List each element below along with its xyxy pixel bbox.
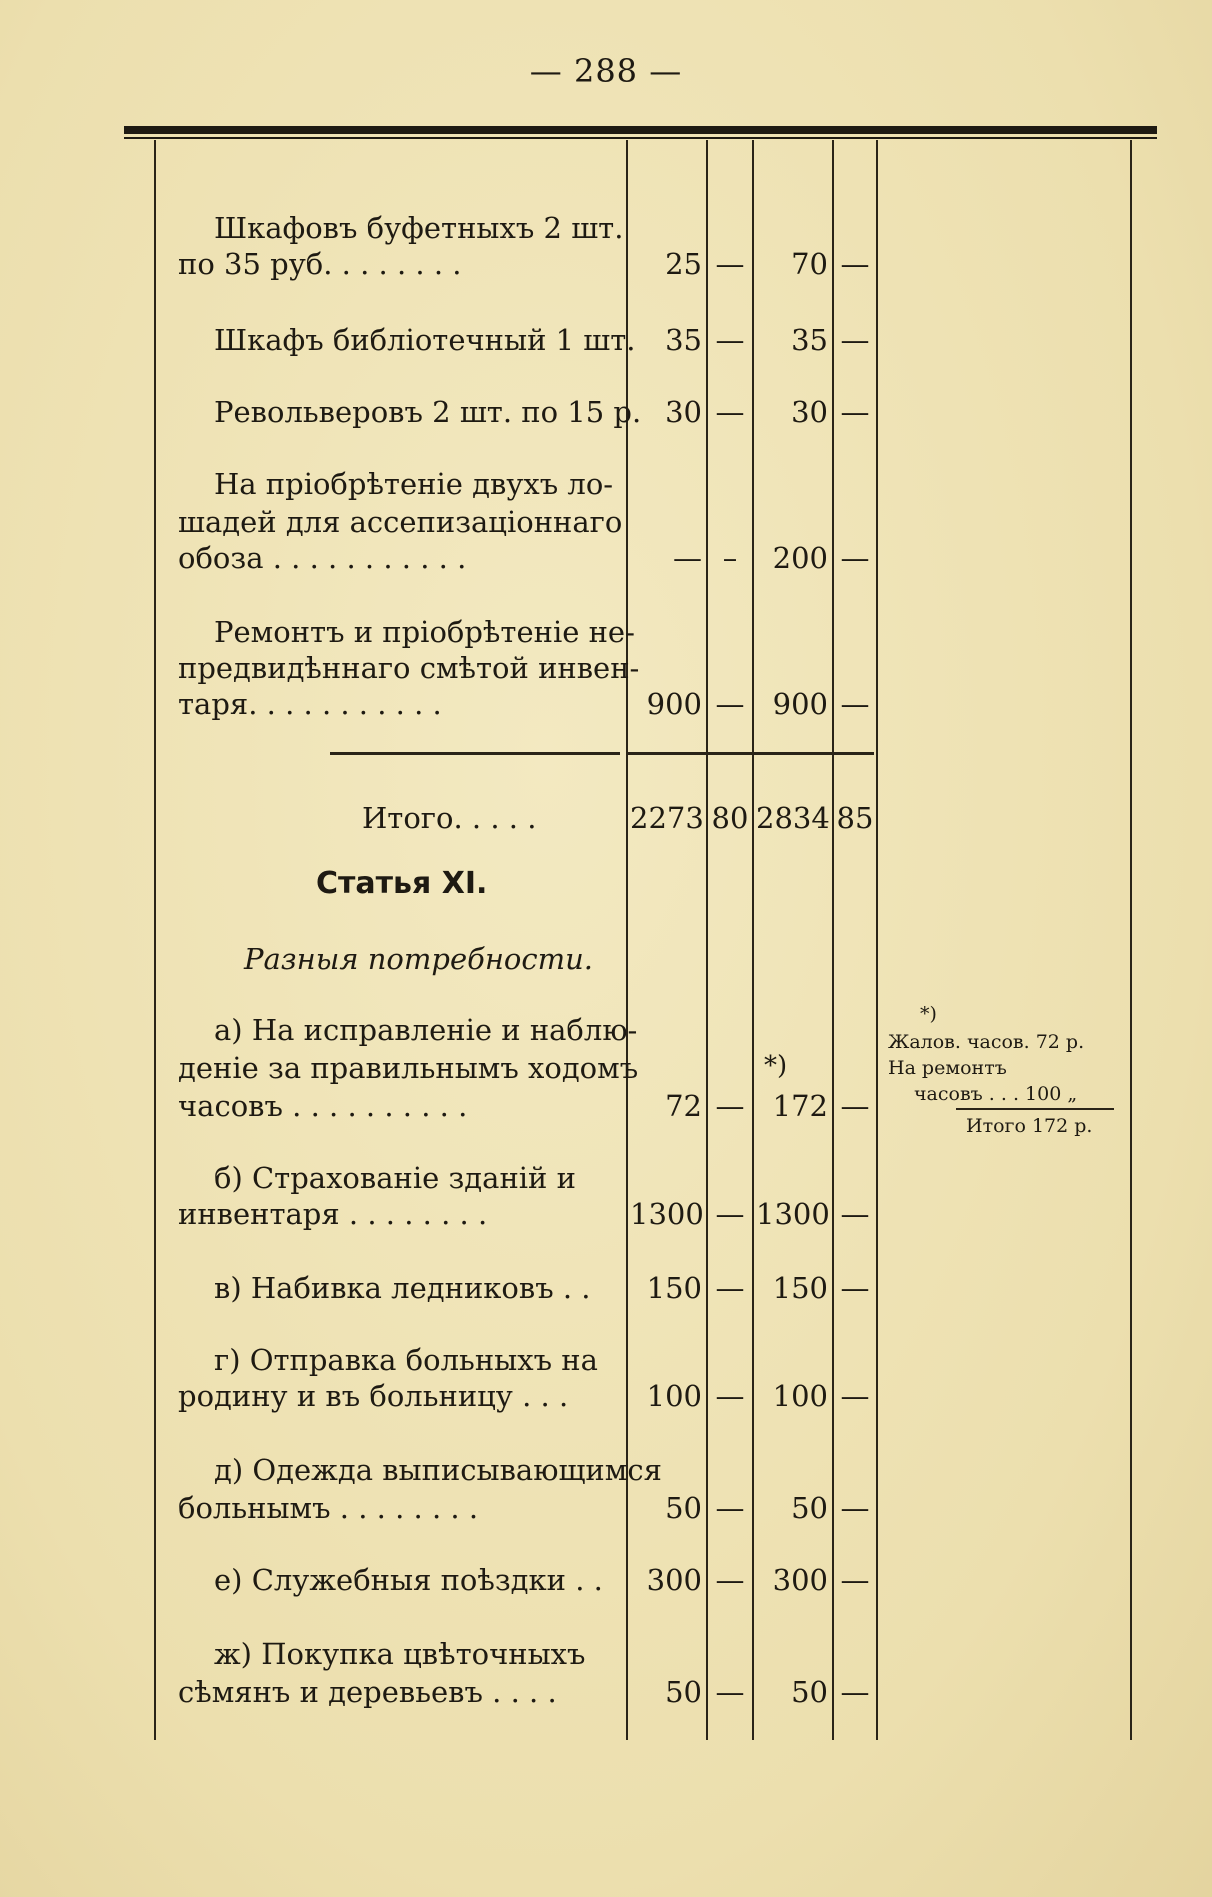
page-number: — 288 — bbox=[529, 52, 683, 90]
amount-rub-b: 70 bbox=[791, 247, 828, 281]
item-label-line: д) Одежда выписывающимся bbox=[214, 1453, 662, 1487]
amount-kop-a: — bbox=[715, 1197, 745, 1231]
amount-kop-a: — bbox=[715, 1271, 745, 1305]
amount-rub-b: 100 bbox=[772, 1379, 828, 1413]
amount-rub-a: 35 bbox=[665, 323, 702, 357]
footnote-rule bbox=[956, 1108, 1114, 1110]
item-label-line: шадей для ассепизаціоннаго bbox=[178, 505, 623, 539]
footnote-line: На ремонтъ bbox=[888, 1057, 1007, 1079]
column-line-right bbox=[1130, 140, 1132, 1740]
total-rule-amounts bbox=[628, 752, 874, 755]
amount-rub-a: 50 bbox=[665, 1675, 702, 1709]
amount-kop-b: — bbox=[840, 1675, 870, 1709]
section-title: Статья XI. bbox=[316, 866, 488, 901]
item-label-line: часовъ . . . . . . . . . . bbox=[178, 1089, 468, 1123]
item-label-line: Шкафовъ буфетныхъ 2 шт. bbox=[214, 211, 624, 245]
amount-rub-a: 150 bbox=[646, 1271, 702, 1305]
total-rub-b: 2834 bbox=[756, 801, 830, 835]
item-label-line: е) Служебныя поѣздки . . bbox=[214, 1563, 603, 1597]
amount-rub-b: 35 bbox=[791, 323, 828, 357]
amount-rub-b: 1300 bbox=[756, 1197, 830, 1231]
amount-kop-a: — bbox=[715, 1675, 745, 1709]
amount-kop-b: — bbox=[840, 1379, 870, 1413]
amount-rub-b: 172 bbox=[772, 1089, 828, 1123]
item-label-line: Ремонтъ и пріобрѣтеніе не- bbox=[214, 615, 635, 649]
amount-kop-b: — bbox=[840, 541, 870, 575]
footnote-mark: *) bbox=[920, 1003, 937, 1025]
amount-rub-b: 300 bbox=[772, 1563, 828, 1597]
column-line-left bbox=[154, 140, 156, 1740]
amount-kop-b: — bbox=[840, 1491, 870, 1525]
amount-rub-a: 100 bbox=[646, 1379, 702, 1413]
item-label-line: Револьверовъ 2 шт. по 15 р. bbox=[214, 395, 642, 429]
item-label-line: г) Отправка больныхъ на bbox=[214, 1343, 598, 1377]
amount-rub-b: 30 bbox=[791, 395, 828, 429]
column-line-rub-b bbox=[752, 140, 754, 1740]
amount-kop-b: — bbox=[840, 1563, 870, 1597]
item-label-line: больнымъ . . . . . . . . bbox=[178, 1491, 479, 1525]
item-label-line: а) На исправленіе и наблю- bbox=[214, 1013, 638, 1047]
item-label-line: На пріобрѣтеніе двухъ ло- bbox=[214, 467, 614, 501]
amount-rub-a: 50 bbox=[665, 1491, 702, 1525]
amount-kop-a: — bbox=[715, 247, 745, 281]
amount-kop-a: — bbox=[715, 1563, 745, 1597]
amount-rub-a: 72 bbox=[665, 1089, 702, 1123]
footnote-marker: *) bbox=[764, 1051, 788, 1081]
amount-kop-b: — bbox=[840, 247, 870, 281]
item-label-line: предвидѣннаго смѣтой инвен- bbox=[178, 651, 640, 685]
amount-rub-a: 900 bbox=[646, 687, 702, 721]
item-label-line: деніе за правильнымъ ходомъ bbox=[178, 1051, 639, 1085]
amount-rub-a: 300 bbox=[646, 1563, 702, 1597]
item-label-line: сѣмянъ и деревьевъ . . . . bbox=[178, 1675, 557, 1709]
item-label-line: б) Страхованіе зданій и bbox=[214, 1161, 576, 1195]
amount-kop-a: — bbox=[715, 687, 745, 721]
amount-kop-b: — bbox=[840, 687, 870, 721]
amount-rub-b: 150 bbox=[772, 1271, 828, 1305]
amount-kop-a: — bbox=[715, 395, 745, 429]
item-label-line: в) Набивка ледниковъ . . bbox=[214, 1271, 591, 1305]
header-rule bbox=[124, 126, 1157, 134]
total-rub-a: 2273 bbox=[630, 801, 704, 835]
total-kop-a: 80 bbox=[711, 801, 749, 835]
footnote-total: Итого 172 р. bbox=[966, 1115, 1093, 1137]
item-label-line: по 35 руб. . . . . . . . bbox=[178, 247, 462, 281]
amount-rub-b: 50 bbox=[791, 1491, 828, 1525]
amount-kop-b: — bbox=[840, 395, 870, 429]
item-label-line: Шкафъ библіотечный 1 шт. bbox=[214, 323, 636, 357]
total-label: Итого. . . . . bbox=[362, 801, 537, 835]
footnote-line: Жалов. часов. 72 р. bbox=[888, 1031, 1085, 1053]
amount-kop-b: — bbox=[840, 1271, 870, 1305]
item-label-line: таря. . . . . . . . . . . bbox=[178, 687, 442, 721]
amount-kop-b: — bbox=[840, 323, 870, 357]
item-label-line: родину и въ больницу . . . bbox=[178, 1379, 569, 1413]
amount-rub-b: 900 bbox=[772, 687, 828, 721]
amount-rub-a: — bbox=[673, 541, 702, 575]
amount-rub-a: 1300 bbox=[630, 1197, 704, 1231]
amount-rub-a: 30 bbox=[665, 395, 702, 429]
item-label-line: инвентаря . . . . . . . . bbox=[178, 1197, 488, 1231]
amount-rub-a: 25 bbox=[665, 247, 702, 281]
item-label-line: ж) Покупка цвѣточныхъ bbox=[214, 1637, 586, 1671]
amount-kop-a: — bbox=[715, 1089, 745, 1123]
total-kop-b: 85 bbox=[836, 801, 874, 835]
column-line-notes bbox=[876, 140, 878, 1740]
amount-kop-a: — bbox=[715, 323, 745, 357]
amount-kop-b: — bbox=[840, 1089, 870, 1123]
amount-kop-b: — bbox=[840, 1197, 870, 1231]
amount-kop-a: — bbox=[715, 1379, 745, 1413]
section-subtitle: Разныя потребности. bbox=[244, 942, 594, 976]
item-label-line: обоза . . . . . . . . . . . bbox=[178, 541, 467, 575]
header-rule-thin bbox=[124, 137, 1157, 139]
amount-kop-a: – bbox=[722, 541, 738, 575]
amount-rub-b: 200 bbox=[772, 541, 828, 575]
amount-kop-a: — bbox=[715, 1491, 745, 1525]
footnote-line: часовъ . . . 100 „ bbox=[914, 1083, 1078, 1105]
total-rule-label bbox=[330, 752, 620, 755]
amount-rub-b: 50 bbox=[791, 1675, 828, 1709]
column-line-rub-a bbox=[626, 140, 628, 1740]
